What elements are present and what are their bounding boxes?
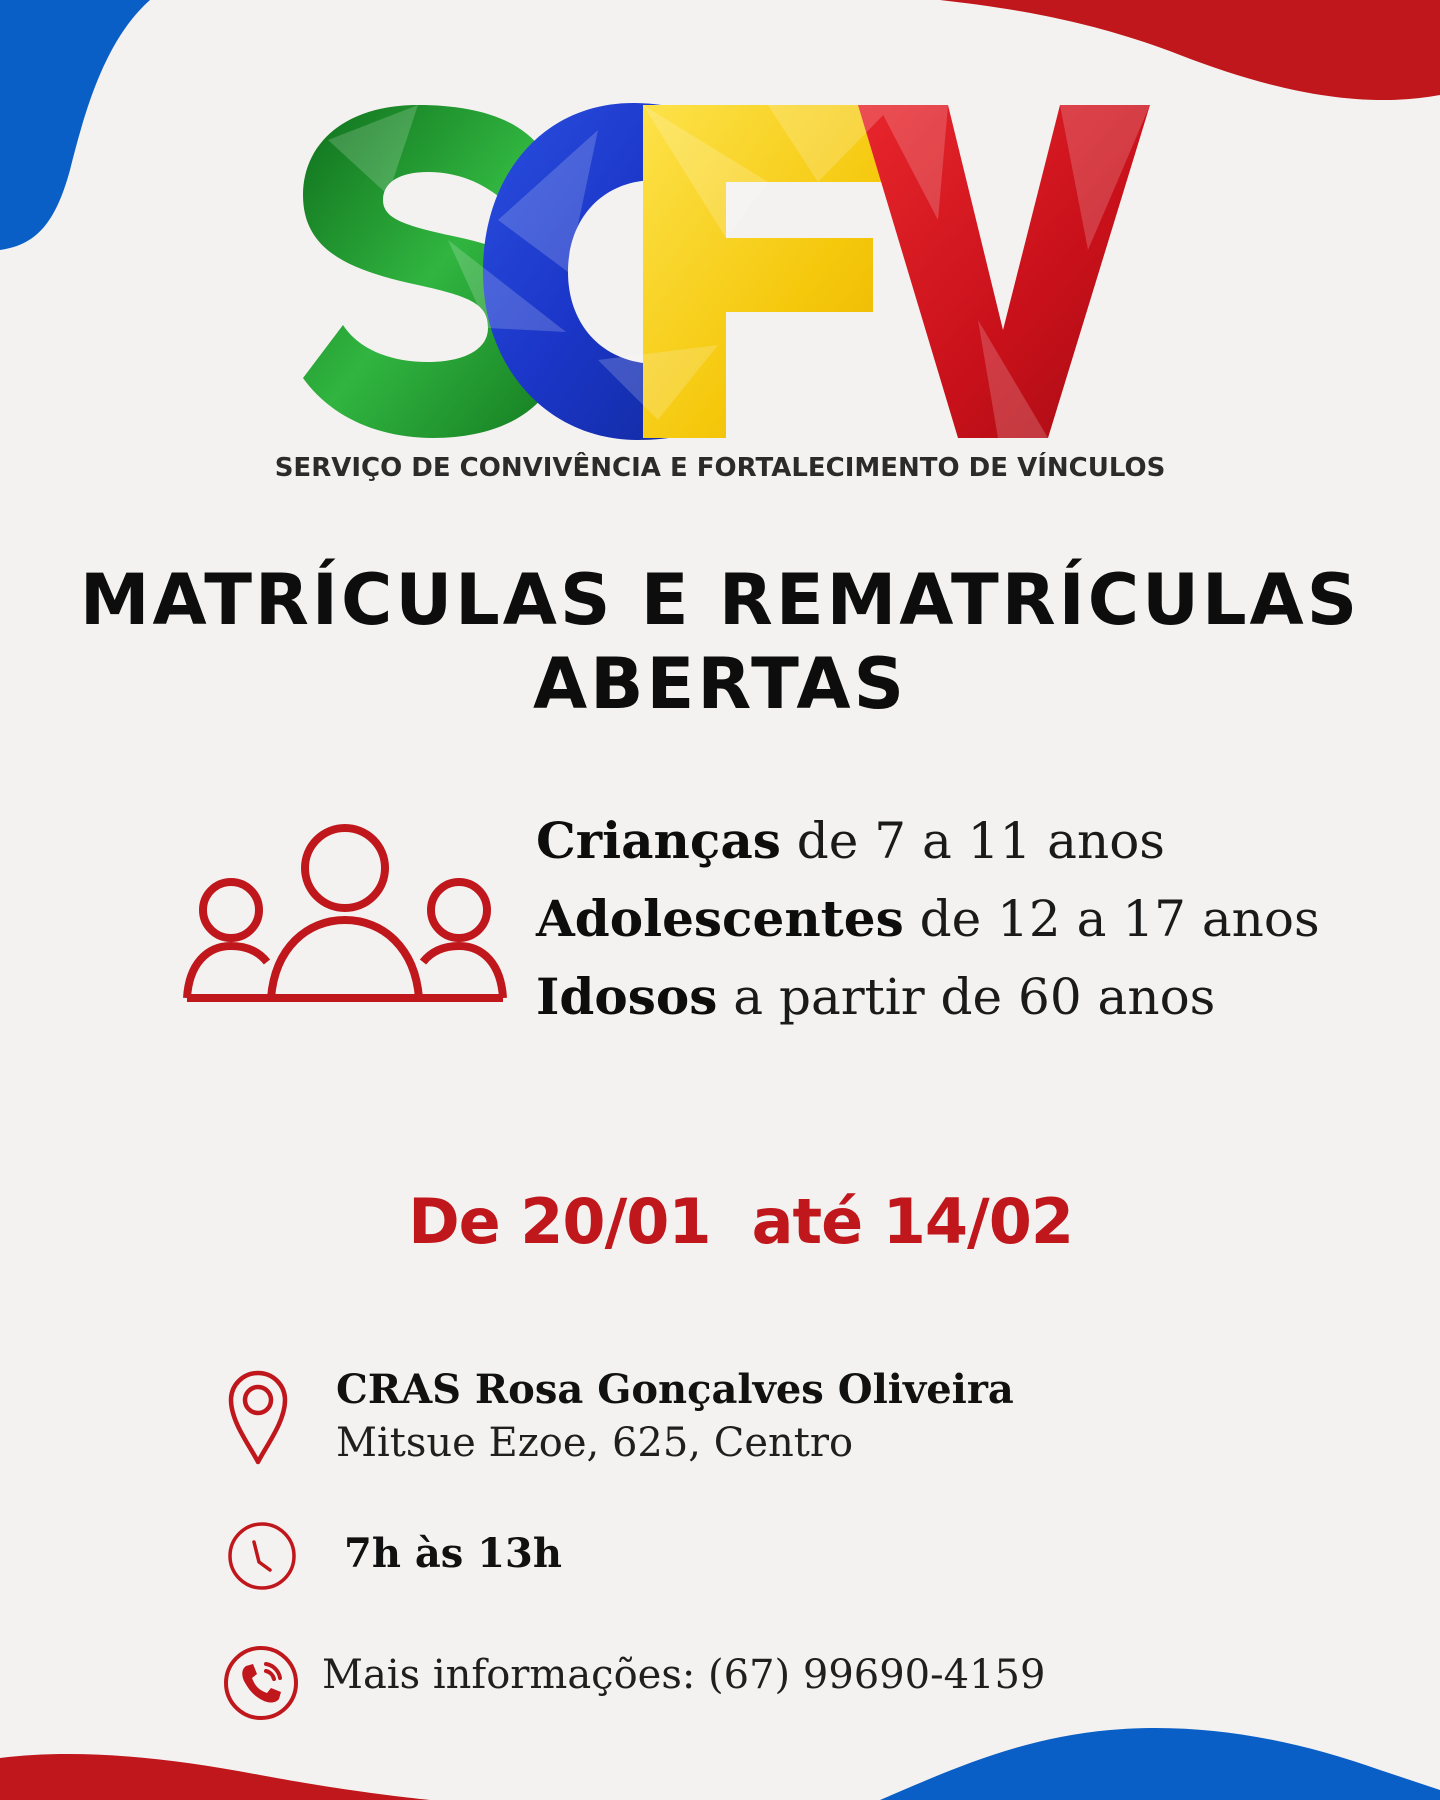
scfv-logo: [298, 100, 1168, 445]
audience-item-adolescentes: [536, 880, 1416, 958]
headline-line-1: MATRÍCULAS E REMATRÍCULAS: [79, 559, 1361, 641]
top-left-blue-wave: [0, 0, 150, 250]
audience-group-detail: de 12 a 17 anos: [903, 890, 1320, 948]
clock-icon: [226, 1520, 298, 1592]
phone-icon: [222, 1644, 300, 1722]
people-group-icon: [183, 822, 507, 1004]
audience-list: [536, 802, 1416, 1036]
audience-item-criancas: [536, 802, 1416, 880]
enrollment-period: [0, 1112, 1440, 1258]
audience-group-name: Crianças: [536, 811, 781, 870]
opening-hours: 7h às 13h: [344, 1530, 562, 1577]
audience-item-idosos: [536, 958, 1416, 1036]
logo-subtitle: SERVIÇO DE CONVIVÊNCIA E FORTALECIMENTO DE VÍNCULOS: [274, 453, 1166, 483]
audience-group-detail: de 7 a 11 anos: [780, 812, 1165, 870]
location-pin-icon: [228, 1370, 288, 1466]
bottom-left-red-wave: [0, 1754, 430, 1800]
location-name: CRAS Rosa Gonçalves Oliveira: [336, 1366, 1014, 1413]
location-address: Mitsue Ezoe, 625, Centro: [336, 1420, 854, 1466]
audience-group-detail: a partir de 60 anos: [717, 968, 1216, 1026]
bottom-right-blue-wave: [880, 1728, 1440, 1800]
audience-group-name: Idosos: [536, 967, 718, 1026]
headline-line-2: ABERTAS: [532, 643, 907, 725]
headline: [0, 558, 1440, 726]
top-right-red-wave: [940, 0, 1440, 100]
audience-group-name: Adolescentes: [536, 889, 904, 948]
enrollment-period-text: De 20/01 até 14/02: [408, 1185, 1073, 1258]
contact-info: Mais informações: (67) 99690-4159: [322, 1652, 1046, 1698]
